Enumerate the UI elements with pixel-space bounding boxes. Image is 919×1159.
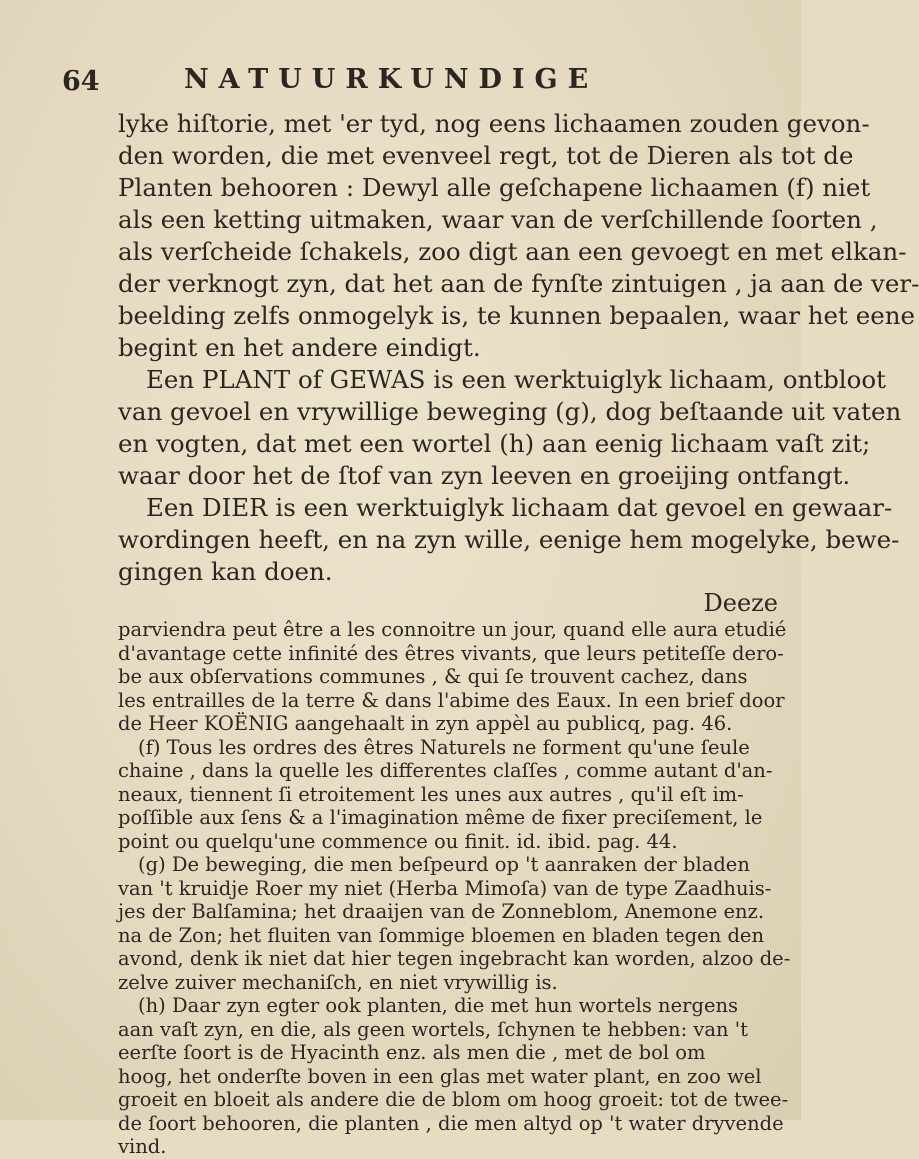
page-body xyxy=(118,108,919,1159)
note-line: (f) Tous les ordres des êtres Naturels ne forment qu'une ſeule xyxy=(138,735,750,759)
text-line: Een PLANT of GEWAS is een werktuiglyk lichaam, ontbloot xyxy=(146,365,886,394)
running-title: NATUURKUNDIGE xyxy=(184,64,599,95)
note-line: jes der Balſamina; het draaijen van de Zonneblom, Anemone enz. xyxy=(118,900,765,923)
note-line: de ſoort behooren, die planten , die men altyd op 't water dryvende xyxy=(118,1111,784,1135)
text-line: Een DIER is een werktuiglyk lichaam dat gevoel en gewaar- xyxy=(146,493,893,522)
note-line: na de Zon; het fluiten van ſommige bloemen en bladen tegen den xyxy=(118,923,765,947)
text-line: en vogten, dat met een wortel (h) aan eenig lichaam vaſt zit; xyxy=(118,429,871,458)
text-line: van gevoel en vrywillige beweging (g), dog beſtaande uit vaten xyxy=(118,397,902,426)
note-line: point ou quelqu'une commence ou finit. id. ibid. pag. 44. xyxy=(118,829,678,853)
text-line: gingen kan doen. xyxy=(118,557,333,586)
text-line: begint en het andere eindigt. xyxy=(118,333,481,362)
note-line: d'avantage cette infinité des êtres vivants, que leurs petiteſſe dero- xyxy=(118,641,784,665)
main-text xyxy=(118,108,919,588)
footnotes xyxy=(118,618,818,1159)
page-number: 64 xyxy=(62,66,100,97)
note-line: neaux, tiennent ſi etroitement les unes aux autres , qu'il eſt im- xyxy=(118,782,744,806)
paragraph-3 xyxy=(118,492,900,588)
note-line: parviendra peut être a les connoitre un jour, quand elle aura etudié xyxy=(118,618,787,641)
text-line: der verknogt zyn, dat het aan de fynſte zintuigen , ja aan de ver- xyxy=(118,269,919,298)
note-line: hoog, het onderſte boven in een glas met water plant, en zoo wel xyxy=(118,1064,762,1088)
note-line: poſſible aux ſens & a l'imagination même de fixer preciſement, le xyxy=(118,806,763,829)
text-line: waar door het de ſtof van zyn leeven en groeijing ontfangt. xyxy=(118,461,851,490)
note-line: de Heer KOËNIG aangehaalt in zyn appèl au publicq, pag. 46. xyxy=(118,712,733,735)
note-line: zelve zuiver mechaniſch, en niet vrywillig is. xyxy=(118,970,558,994)
note-line: aan vaſt zyn, en die, als geen wortels, ſchynen te hebben: van 't xyxy=(118,1017,748,1041)
text-line: beelding zelfs onmogelyk is, te kunnen bepaalen, waar het eene xyxy=(118,301,915,330)
paragraph-2 xyxy=(118,364,902,492)
note-line: be aux obſervations communes , & qui ſe trouvent cachez, dans xyxy=(118,665,748,688)
note-line: groeit en bloeit als andere die de blom om hoog groeit: tot de twee- xyxy=(118,1088,789,1111)
note-line: eerſte ſoort is de Hyacinth enz. als men die , met de bol om xyxy=(118,1041,706,1064)
text-line: Planten behooren : Dewyl alle geſchapene lichaamen (f) niet xyxy=(118,173,871,202)
note-line: les entrailles de la terre & dans l'abime des Eaux. In een brief door xyxy=(118,688,785,712)
note-line: van 't kruidje Roer my niet (Herba Mimoſa) van de type Zaadhuis- xyxy=(118,876,772,900)
text-line: den worden, die met evenveel regt, tot de Dieren als tot de xyxy=(118,141,854,170)
note-line: avond, denk ik niet dat hier tegen ingebracht kan worden, alzoo de- xyxy=(118,947,791,970)
note-line: (g) De beweging, die men beſpeurd op 't aanraken der bladen xyxy=(138,853,750,876)
page-header xyxy=(62,64,762,104)
text-line: als verſcheide ſchakels, zoo digt aan een gevoegt en met elkan- xyxy=(118,237,907,266)
note-line: vind. xyxy=(118,1135,167,1158)
text-line: wordingen heeft, en na zyn wille, eenige hem mogelyke, bewe- xyxy=(118,525,900,554)
text-line: als een ketting uitmaken, waar van de verſchillende ſoorten , xyxy=(118,205,878,234)
note-line: chaine , dans la quelle les differentes claſſes , comme autant d'an- xyxy=(118,759,773,782)
paragraph-1 xyxy=(118,108,919,364)
note-line: (h) Daar zyn egter ook planten, die met hun wortels nergens xyxy=(138,994,739,1017)
text-line: lyke hiſtorie, met 'er tyd, nog eens lichaamen zouden gevon- xyxy=(118,109,870,138)
note-continuation: Deeze xyxy=(703,589,778,617)
